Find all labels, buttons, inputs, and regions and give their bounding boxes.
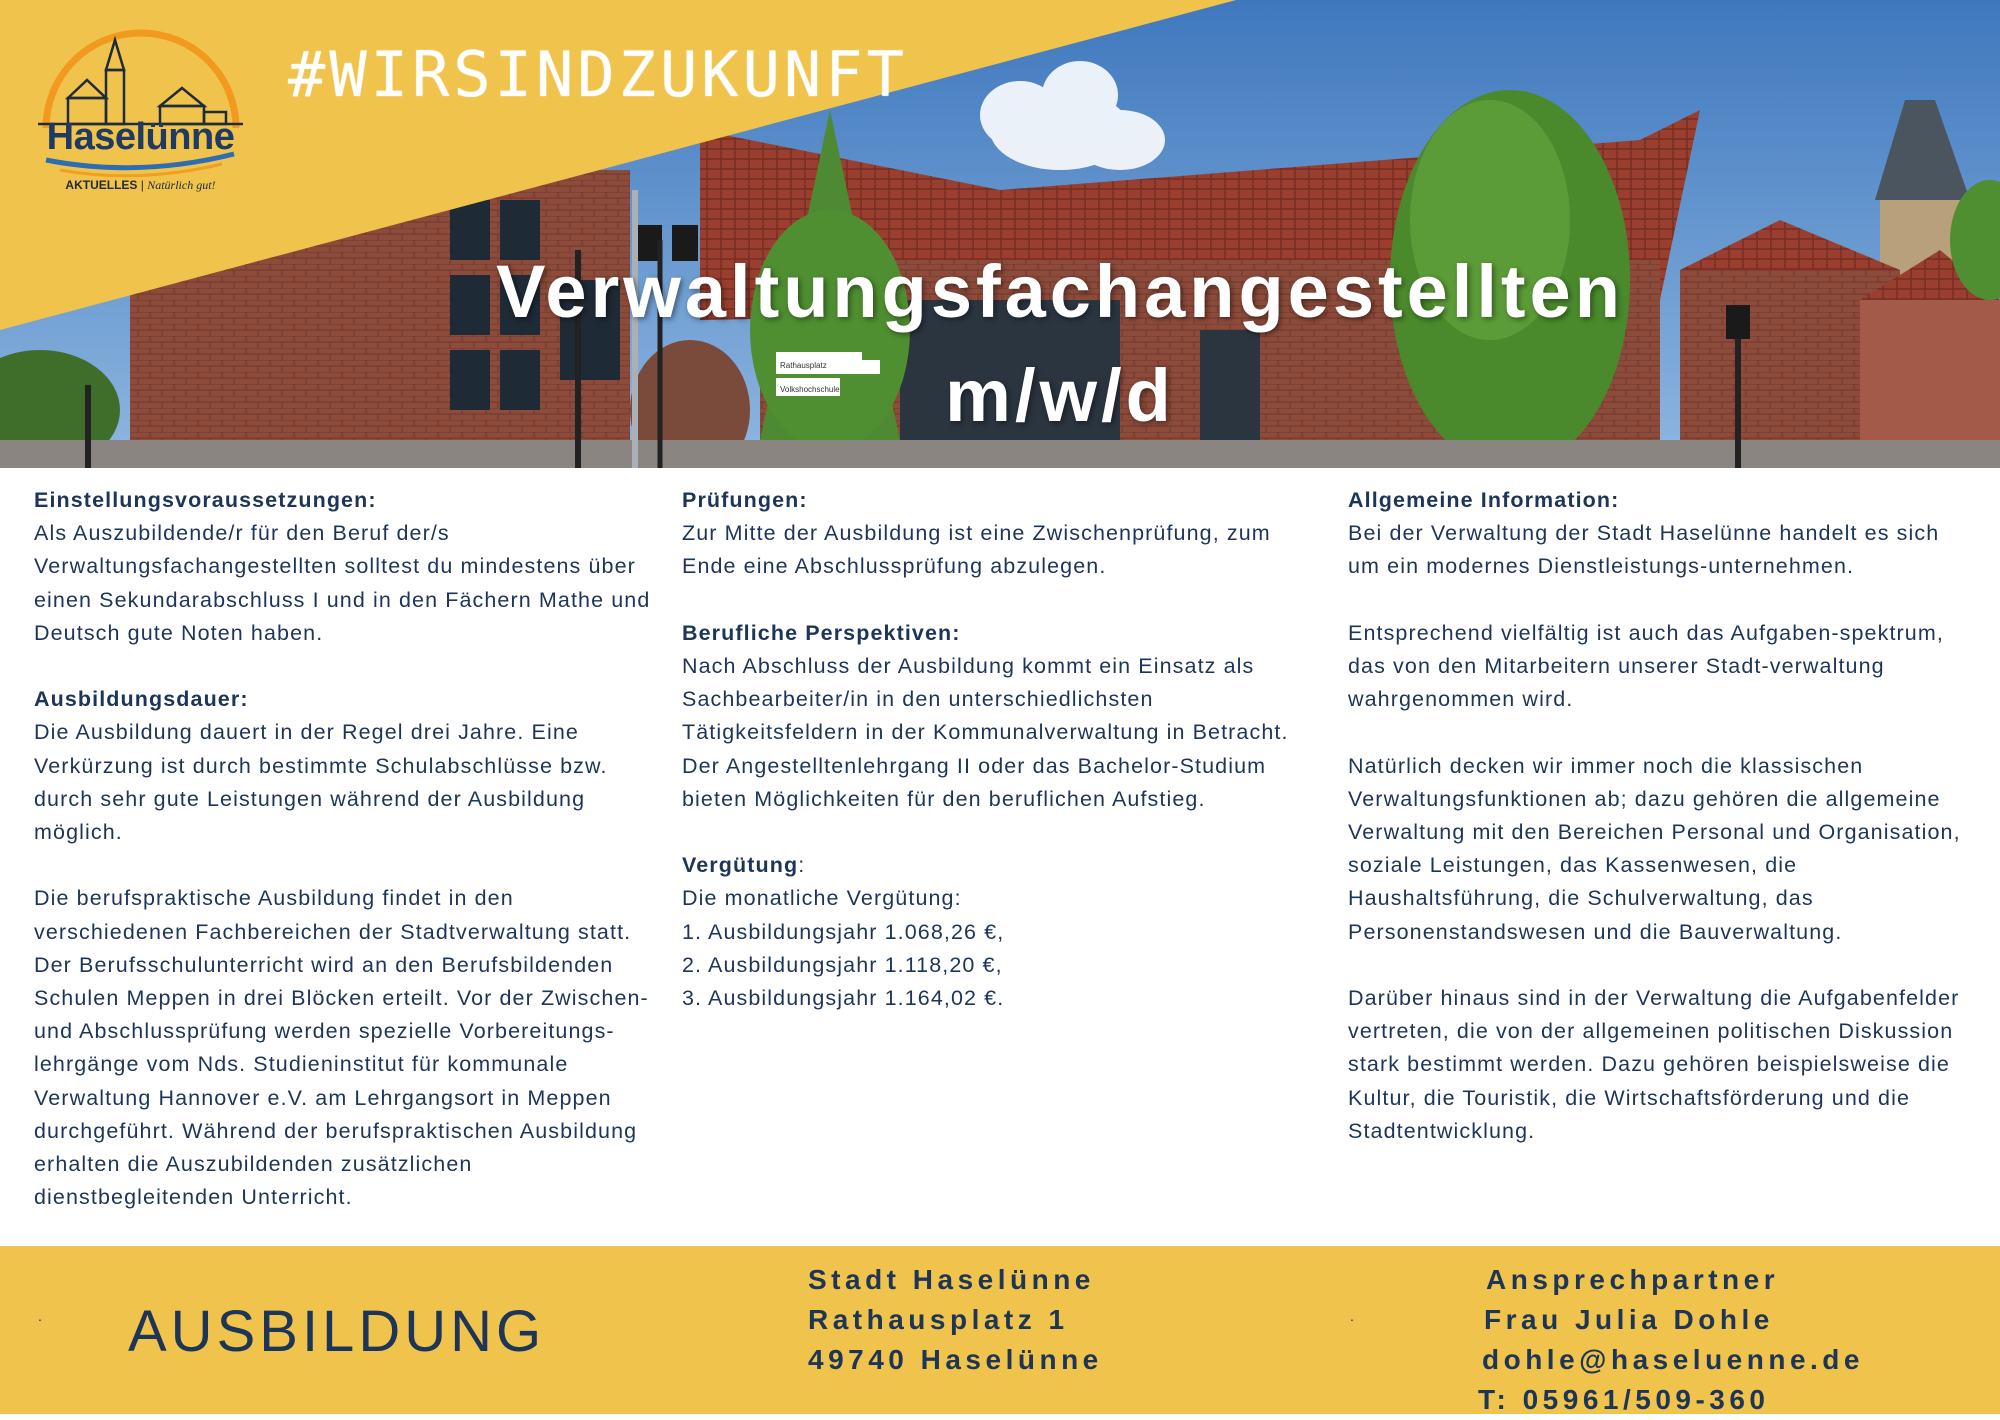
contact-email[interactable]: dohle@haseluenne.de [1482, 1344, 1864, 1375]
contact-name: Frau Julia Dohle [1484, 1304, 1774, 1335]
text-perspectives-a: Nach Abschluss der Ausbildung kommt ein Einsatz als Sachbearbeiter/in in den unterschiedlichsten Tätigkeitsfeldern in der Kommunalverwaltung in Betracht. [682, 654, 1289, 745]
contact-heading: Ansprechpartner [1486, 1264, 1780, 1295]
text-duration: Die Ausbildung dauert in der Regel drei Jahre. Eine Verkürzung ist durch bestimmte Schulabschlüsse bzw. durch sehr gute Leistungen während der Ausbildung möglich. [34, 720, 608, 845]
heading-exams: Prüfungen: [682, 488, 808, 512]
heading-general-info: Allgemeine Information: [1348, 488, 1620, 512]
street-sign-label: Rathausplatz [780, 361, 827, 370]
heading-pay-line [682, 849, 1322, 882]
heading-perspectives: Berufliche Perspektiven: [682, 620, 961, 645]
text-info-4: Darüber hinaus sind in der Verwaltung die Aufgabenfelder vertreten, die von der allgemeinen politischen Diskussion stark bestimmt werden. Dazu gehören beispielsweise die Kultur, die Touristik, die Wirtschaftsförderung und die Stadtentwicklung. [1348, 986, 1960, 1143]
text-info-2: Entsprechend vielfältig ist auch das Aufgaben-spektrum, das von den Mitarbeitern unserer Stadt-verwaltung wahrgenommen wird. [1348, 620, 1944, 712]
heading-pay: Vergütung [682, 853, 799, 878]
heading-requirements: Einstellungsvoraussetzungen: [34, 488, 377, 512]
logo-tag-italic: Natürlich gut! [147, 178, 216, 192]
contact-phone[interactable]: T: 05961/509-360 [1478, 1384, 1770, 1415]
footer-label: AUSBILDUNG [128, 1299, 546, 1364]
pay-year-2: 2. Ausbildungsjahr 1.118,20 €, [682, 952, 1003, 977]
campaign-hashtag: #WIRSINDZUKUNFT [288, 38, 908, 111]
page-title [420, 240, 1700, 448]
text-pay-intro: Die monatliche Vergütung: [682, 886, 962, 911]
text-exams: Zur Mitte der Ausbildung ist eine Zwischenprüfung, zum Ende eine Abschlussprüfung abzulegen. [682, 521, 1271, 579]
church-logo-icon [38, 18, 243, 203]
text-requirements: Als Auszubildende/r für den Beruf der/s Verwaltungsfachangestellten solltest du mindestens über einen Sekundarabschluss I und in den Fächern Mathe und Deutsch gute Noten haben. [34, 521, 651, 645]
logo-tag-sep: | [137, 178, 148, 192]
heading-pay-colon: : [798, 853, 806, 878]
street-sign-label: Volkshochschule [780, 385, 840, 394]
footer-address [808, 1260, 1103, 1380]
text-info-1: Bei der Verwaltung der Stadt Haselünne handelt es sich um ein modernes Dienstleistungs-unternehmen. [1348, 521, 1940, 579]
logo-tagline [38, 178, 243, 193]
text-info-3: Natürlich decken wir immer noch die klassischen Verwaltungsfunktionen ab; dazu gehören die allgemeine Verwaltung mit den Bereichen Personal und Organisation, soziale Leistungen, das Kassenwesen, die Haushaltsführung, die Schulverwaltung, das Personenstandswesen und die Bauverwaltung. [1348, 753, 1961, 944]
column-exams [682, 484, 1322, 1015]
pay-year-3: 3. Ausbildungsjahr 1.164,02 €. [682, 986, 1005, 1011]
title-line-1: Verwaltungsfachangestellten [496, 250, 1624, 333]
footer-contact [1478, 1260, 1864, 1420]
text-perspectives-b: Der Angestelltenlehrgang II oder das Bachelor-Studium bieten Möglichkeiten für den beruflichen Aufstieg. [682, 753, 1267, 811]
haselunne-logo [38, 18, 243, 203]
heading-duration: Ausbildungsdauer: [34, 687, 249, 712]
stray-dot: . [38, 1308, 42, 1324]
column-requirements [34, 484, 664, 1214]
logo-name: Haselünne [46, 116, 235, 158]
column-general-info [1348, 484, 1968, 1148]
address-line: Rathausplatz 1 [808, 1304, 1069, 1335]
address-line: 49740 Haselünne [808, 1344, 1103, 1375]
title-line-2: m/w/d [945, 354, 1175, 437]
stray-dot: . [1350, 1308, 1354, 1324]
footer-bar [0, 1246, 2000, 1414]
address-line: Stadt Haselünne [808, 1264, 1095, 1295]
logo-tag-bold: AKTUELLES [65, 178, 138, 192]
text-practical-training: Die berufspraktische Ausbildung findet in den verschiedenen Fachbereichen der Stadtverwaltung statt. Der Berufsschulunterricht wird an den Berufsbildenden Schulen Meppen in drei Blöcken erteilt. Vor der Zwischen- und Abschlussprüfung werden spezielle Vorbereitungs-lehrgänge vom Nds. Studieninstitut für kommunale Verwaltung Hannover e.V. am Lehrgangsort in Meppen durchgeführt. Während der berufspraktischen Ausbildung erhalten die Auszubildenden zusätzlichen dienstbegleitenden Unterricht. [34, 886, 649, 1210]
header-banner [0, 0, 2000, 468]
pay-year-1: 1. Ausbildungsjahr 1.068,26 €, [682, 919, 1005, 944]
